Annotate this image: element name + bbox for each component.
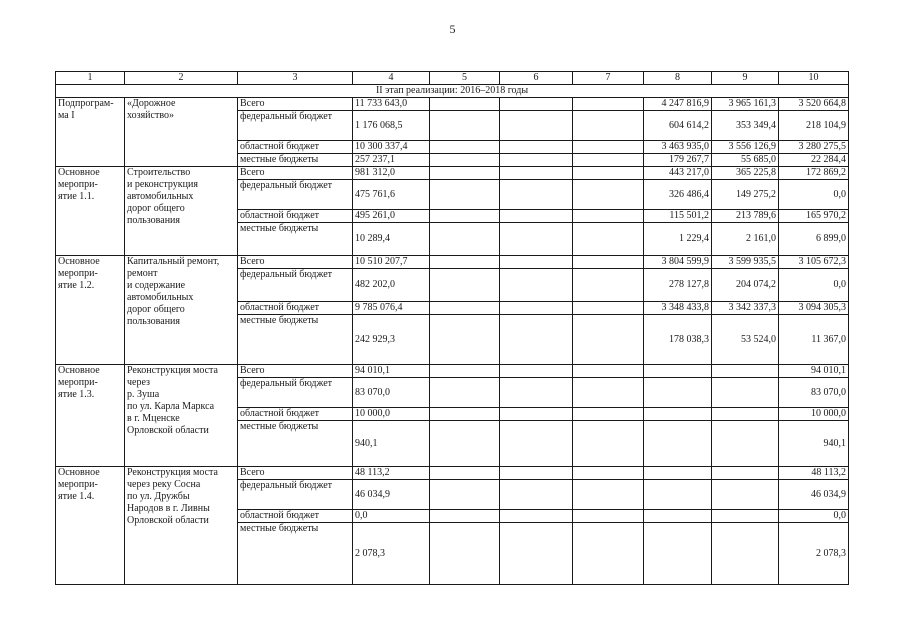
header-cell: 9 [712,72,779,85]
program-code-line: меропри- [58,268,98,279]
empty-cell [500,365,573,378]
program-name-line: автомобильных [127,191,194,202]
empty-cell [430,302,500,315]
year-2017-value-cell [712,510,779,523]
empty-cell [573,154,644,167]
total-value-cell: 495 261,0 [353,210,430,223]
empty-cell [573,302,644,315]
program-name-line: пользования [127,316,180,327]
program-code-line: меропри- [58,377,98,388]
header-row [56,72,849,85]
program-name-line: и содержание [127,280,186,291]
funding-source-cell: областной бюджет [238,510,353,523]
program-name-line: автомобильных [127,292,194,303]
year-2018-value-cell: 165 970,2 [779,210,849,223]
header-cell: 2 [125,72,238,85]
program-name-line: р. Зуша [127,389,160,400]
empty-cell [500,480,573,510]
empty-cell [430,223,500,256]
year-2018-value-cell: 0,0 [779,269,849,302]
year-2017-value-cell [712,523,779,585]
header-cell: 3 [238,72,353,85]
empty-cell [573,210,644,223]
total-value-cell: 0,0 [353,510,430,523]
empty-cell [573,223,644,256]
empty-cell [573,315,644,365]
year-2016-value-cell [644,365,712,378]
empty-cell [500,256,573,269]
empty-cell [500,180,573,210]
header-cell: 1 [56,72,125,85]
program-code-cell [56,467,125,585]
empty-cell [430,141,500,154]
funding-source-cell: федеральный бюджет [238,269,353,302]
empty-cell [500,378,573,408]
year-2017-value-cell: 213 789,6 [712,210,779,223]
year-2017-value-cell [712,365,779,378]
header-cell: 5 [430,72,500,85]
program-name-line: хозяйство» [127,110,174,121]
header-cell: 8 [644,72,712,85]
funding-source-cell: областной бюджет [238,210,353,223]
year-2016-value-cell: 278 127,8 [644,269,712,302]
funding-source-cell: местные бюджеты [238,523,353,585]
empty-cell [430,256,500,269]
year-2017-value-cell: 3 965 161,3 [712,98,779,111]
year-2018-value-cell: 83 070,0 [779,378,849,408]
program-name-line: по ул. Дружбы [127,491,190,502]
program-code-line: Основное [58,365,100,376]
empty-cell [430,269,500,302]
empty-cell [430,480,500,510]
total-value-cell: 9 785 076,4 [353,302,430,315]
program-name-line: ремонт [127,268,158,279]
funding-source-cell: областной бюджет [238,141,353,154]
year-2016-value-cell [644,378,712,408]
empty-cell [500,210,573,223]
empty-cell [573,480,644,510]
program-code-line: меропри- [58,479,98,490]
program-code-line: Подпрограм- [58,98,114,109]
empty-cell [500,223,573,256]
empty-cell [573,467,644,480]
empty-cell [500,154,573,167]
program-name-line: Реконструкция моста [127,365,218,376]
year-2016-value-cell [644,510,712,523]
empty-cell [430,315,500,365]
empty-cell [430,111,500,141]
year-2017-value-cell [712,480,779,510]
year-2016-value-cell: 443 217,0 [644,167,712,180]
empty-cell [573,365,644,378]
year-2016-value-cell [644,408,712,421]
year-2016-value-cell: 3 348 433,8 [644,302,712,315]
year-2016-value-cell: 326 486,4 [644,180,712,210]
program-name-cell [125,98,238,167]
program-name-line: Строительство [127,167,191,178]
funding-source-cell: Всего [238,167,353,180]
empty-cell [573,98,644,111]
total-value-cell: 11 733 643,0 [353,98,430,111]
program-code-line: ма I [58,110,75,121]
year-2018-value-cell: 172 869,2 [779,167,849,180]
program-name-line: Капитальный ремонт, [127,256,220,267]
program-name-cell [125,167,238,256]
program-name-line: пользования [127,215,180,226]
empty-cell [573,421,644,467]
program-name-line: дорог общего [127,304,185,315]
year-2016-value-cell: 3 804 599,9 [644,256,712,269]
program-name-line: по ул. Карла Маркса [127,401,215,412]
total-value-cell: 10 289,4 [353,223,430,256]
year-2017-value-cell: 3 342 337,3 [712,302,779,315]
year-2018-value-cell: 218 104,9 [779,111,849,141]
program-name-line: Реконструкция моста [127,467,218,478]
empty-cell [500,167,573,180]
empty-cell [573,510,644,523]
year-2018-value-cell: 46 034,9 [779,480,849,510]
empty-cell [573,111,644,141]
year-2017-value-cell: 204 074,2 [712,269,779,302]
program-code-line: ятие 1.4. [58,491,95,502]
year-2017-value-cell: 2 161,0 [712,223,779,256]
year-2016-value-cell: 178 038,3 [644,315,712,365]
total-value-cell: 10 510 207,7 [353,256,430,269]
empty-cell [500,408,573,421]
program-code-cell [56,167,125,256]
table-row [56,467,849,480]
program-code-line: ятие 1.3. [58,389,95,400]
year-2018-value-cell: 3 280 275,5 [779,141,849,154]
empty-cell [573,378,644,408]
table-row [56,256,849,269]
program-name-line: Орловской области [127,515,209,526]
total-value-cell: 940,1 [353,421,430,467]
total-value-cell: 257 237,1 [353,154,430,167]
total-value-cell: 2 078,3 [353,523,430,585]
total-value-cell: 48 113,2 [353,467,430,480]
total-value-cell: 10 000,0 [353,408,430,421]
funding-source-cell: местные бюджеты [238,223,353,256]
empty-cell [500,111,573,141]
program-name-line: Народов в г. Ливны [127,503,210,514]
budget-table [55,71,849,585]
year-2016-value-cell: 4 247 816,9 [644,98,712,111]
program-name-line: в г. Мценске [127,413,180,424]
funding-source-cell: федеральный бюджет [238,111,353,141]
empty-cell [430,98,500,111]
program-name-cell [125,467,238,585]
total-value-cell: 981 312,0 [353,167,430,180]
program-code-line: меропри- [58,179,98,190]
funding-source-cell: местные бюджеты [238,154,353,167]
program-name-line: и реконструкция [127,179,198,190]
year-2017-value-cell: 353 349,4 [712,111,779,141]
empty-cell [430,167,500,180]
year-2016-value-cell [644,421,712,467]
program-code-line: Основное [58,167,100,178]
header-cell: 6 [500,72,573,85]
year-2017-value-cell [712,421,779,467]
funding-source-cell: федеральный бюджет [238,378,353,408]
program-name-line: дорог общего [127,203,185,214]
empty-cell [430,408,500,421]
year-2018-value-cell: 6 899,0 [779,223,849,256]
empty-cell [573,180,644,210]
year-2018-value-cell: 94 010,1 [779,365,849,378]
empty-cell [500,98,573,111]
year-2017-value-cell: 149 275,2 [712,180,779,210]
year-2016-value-cell: 1 229,4 [644,223,712,256]
empty-cell [430,180,500,210]
table-row [56,167,849,180]
program-name-cell [125,256,238,365]
total-value-cell: 46 034,9 [353,480,430,510]
year-2018-value-cell: 3 105 672,3 [779,256,849,269]
total-value-cell: 10 300 337,4 [353,141,430,154]
program-code-line: Основное [58,467,100,478]
year-2017-value-cell: 365 225,8 [712,167,779,180]
total-value-cell: 83 070,0 [353,378,430,408]
total-value-cell: 1 176 068,5 [353,111,430,141]
stage-row [56,85,849,98]
table-row [56,98,849,111]
header-cell: 10 [779,72,849,85]
stage-title: II этап реализации: 2016–2018 годы [56,85,849,98]
year-2016-value-cell [644,467,712,480]
empty-cell [573,269,644,302]
empty-cell [430,523,500,585]
program-code-line: ятие 1.1. [58,191,95,202]
year-2017-value-cell: 3 556 126,9 [712,141,779,154]
empty-cell [573,141,644,154]
program-name-cell [125,365,238,467]
year-2018-value-cell: 0,0 [779,510,849,523]
program-code-line: Основное [58,256,100,267]
empty-cell [430,467,500,480]
empty-cell [430,154,500,167]
year-2018-value-cell: 940,1 [779,421,849,467]
year-2018-value-cell: 0,0 [779,180,849,210]
year-2018-value-cell: 10 000,0 [779,408,849,421]
year-2018-value-cell: 22 284,4 [779,154,849,167]
empty-cell [500,510,573,523]
year-2018-value-cell: 48 113,2 [779,467,849,480]
year-2018-value-cell: 11 367,0 [779,315,849,365]
page-number: 5 [449,22,456,36]
year-2017-value-cell [712,378,779,408]
total-value-cell: 94 010,1 [353,365,430,378]
program-name-line: Орловской области [127,425,209,436]
funding-source-cell: Всего [238,256,353,269]
year-2018-value-cell: 2 078,3 [779,523,849,585]
year-2016-value-cell: 115 501,2 [644,210,712,223]
program-code-cell [56,98,125,167]
empty-cell [500,302,573,315]
header-cell: 7 [573,72,644,85]
year-2016-value-cell: 604 614,2 [644,111,712,141]
year-2016-value-cell: 179 267,7 [644,154,712,167]
funding-source-cell: местные бюджеты [238,315,353,365]
funding-source-cell: Всего [238,467,353,480]
funding-source-cell: областной бюджет [238,408,353,421]
funding-source-cell: местные бюджеты [238,421,353,467]
funding-source-cell: федеральный бюджет [238,480,353,510]
year-2017-value-cell: 55 685,0 [712,154,779,167]
program-code-line: ятие 1.2. [58,280,95,291]
year-2018-value-cell: 3 520 664,8 [779,98,849,111]
empty-cell [430,378,500,408]
total-value-cell: 242 929,3 [353,315,430,365]
program-name-line: через [127,377,150,388]
program-name-line: «Дорожное [127,98,176,109]
year-2018-value-cell: 3 094 305,3 [779,302,849,315]
year-2016-value-cell [644,480,712,510]
year-2017-value-cell: 53 524,0 [712,315,779,365]
year-2016-value-cell: 3 463 935,0 [644,141,712,154]
empty-cell [573,167,644,180]
empty-cell [573,523,644,585]
empty-cell [430,210,500,223]
funding-source-cell: Всего [238,98,353,111]
empty-cell [500,315,573,365]
program-code-cell [56,365,125,467]
empty-cell [500,467,573,480]
empty-cell [430,365,500,378]
empty-cell [430,421,500,467]
empty-cell [500,269,573,302]
empty-cell [500,523,573,585]
year-2017-value-cell: 3 599 935,5 [712,256,779,269]
empty-cell [573,256,644,269]
empty-cell [430,510,500,523]
header-cell: 4 [353,72,430,85]
program-code-cell [56,256,125,365]
year-2017-value-cell [712,408,779,421]
funding-source-cell: областной бюджет [238,302,353,315]
total-value-cell: 475 761,6 [353,180,430,210]
empty-cell [500,141,573,154]
total-value-cell: 482 202,0 [353,269,430,302]
empty-cell [573,408,644,421]
funding-source-cell: федеральный бюджет [238,180,353,210]
funding-source-cell: Всего [238,365,353,378]
empty-cell [500,421,573,467]
year-2016-value-cell [644,523,712,585]
program-name-line: через реку Сосна [127,479,201,490]
year-2017-value-cell [712,467,779,480]
table-row [56,365,849,378]
